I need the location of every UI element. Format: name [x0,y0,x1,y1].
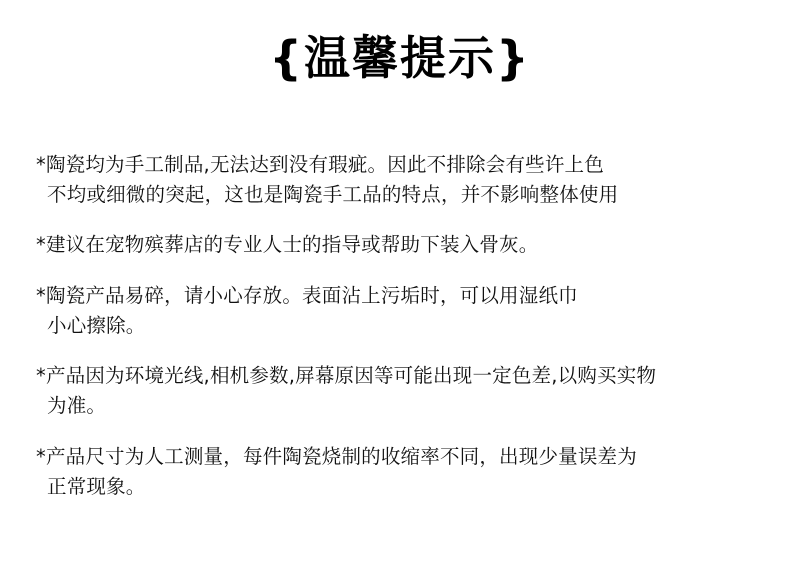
list-item [36,281,772,341]
note-line: *产品因为环境光线,相机参数,屏幕原因等可能出现一定色差,以购买实物 [36,364,657,388]
page-title: {温馨提示} [269,31,531,85]
notes-list [36,150,772,522]
note-line: 小心擦除。 [47,313,146,337]
note-line: 正常现象。 [47,474,146,498]
note-line: *陶瓷产品易碎，请小心存放。表面沾上污垢时，可以用湿纸巾 [36,283,578,307]
list-item [36,361,772,421]
note-line: *产品尺寸为人工测量，每件陶瓷烧制的收缩率不同，出现少量误差为 [36,444,637,468]
list-item [36,442,772,502]
note-line: 不均或细微的突起，这也是陶瓷手工品的特点，并不影响整体使用 [47,183,619,207]
list-item [36,150,772,210]
list-item [36,230,772,260]
note-line: 为准。 [47,394,107,418]
note-line: *陶瓷均为手工制品,无法达到没有瑕疵。因此不排除会有些许上色 [36,153,604,176]
note-line: *建议在宠物殡葬店的专业人士的指导或帮助下装入骨灰。 [36,233,539,257]
